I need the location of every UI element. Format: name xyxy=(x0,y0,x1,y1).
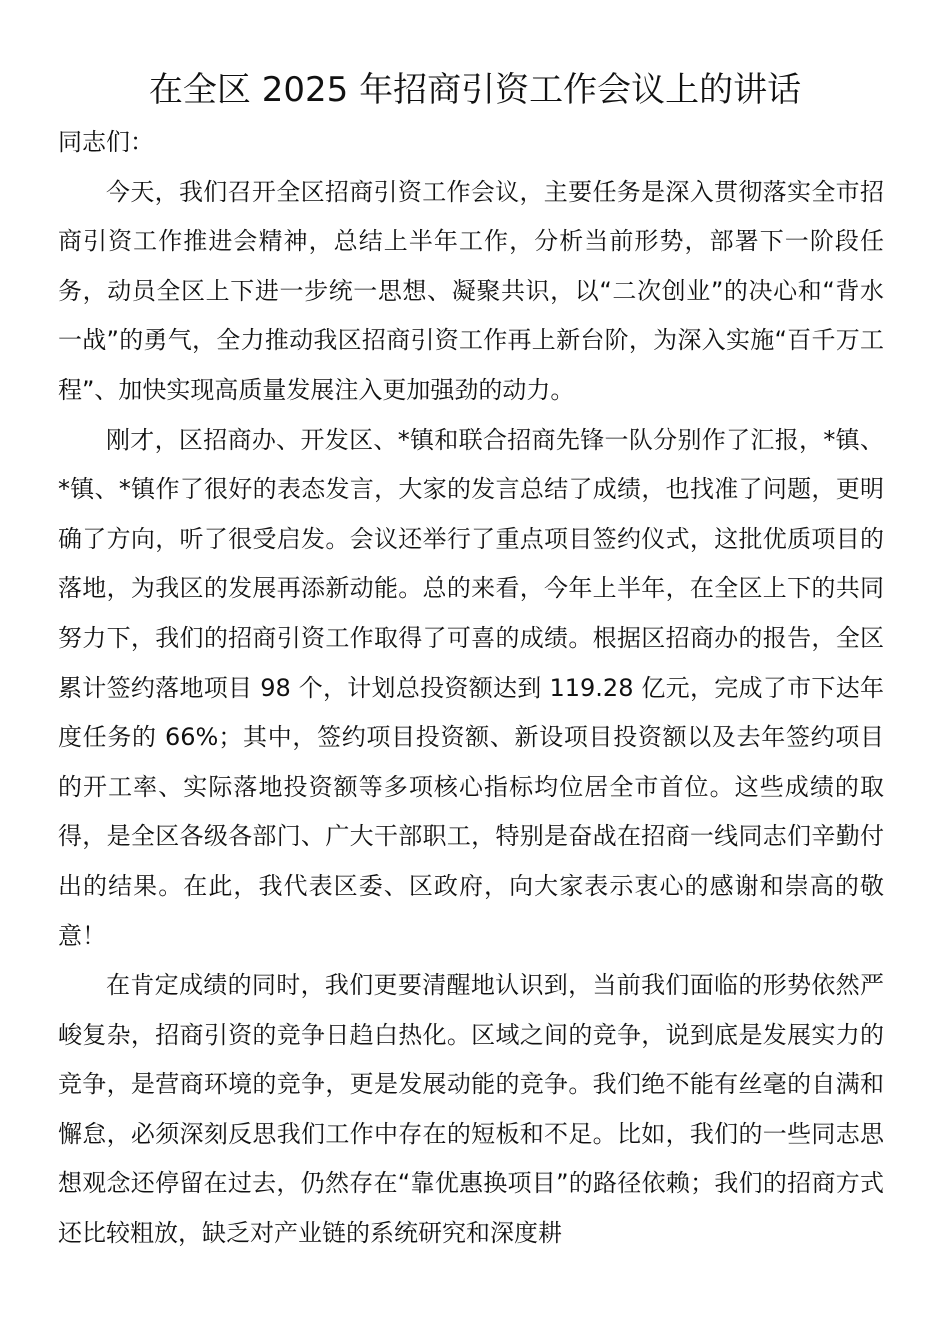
paragraph-challenges: 在肯定成绩的同时，我们更要清醒地认识到，当前我们面临的形势依然严峻复杂，招商引资的竞争日趋白热化。区域之间的竞争，说到底是发展实力的竞争，是营商环境的竞争，更是发展动能的竞争。我们绝不能有丝毫的自满和懈怠，必须深刻反思我们工作中存在的短板和不足。比如，我们的一些同志思想观念还停留在过去，仍然存在“靠优惠换项目”的路径依赖；我们的招商方式还比较粗放，缺乏对产业链的系统研究和深度耕 xyxy=(58,971,884,1248)
paragraph-achievements: 刚才，区招商办、开发区、*镇和联合招商先锋一队分别作了汇报，*镇、*镇、*镇作了很好的表态发言，大家的发言总结了成绩，也找准了问题，更明确了方向，听了很受启发。会议还举行了重点项目签约仪式，这批优质项目的落地，为我区的发展再添新动能。总的来看，今年上半年，在全区上下的共同努力下，我们的招商引资工作取得了可喜的成绩。根据区招商办的报告，全区累计签约落地项目 98 个，计划总投资额达到 119.28 亿元，完成了市下达年度任务的 66%；其中，签约项目投资额、新设项目投资额以及去年签约项目的开工率、实际落地投资额等多项核心指标均位居全市首位。这些成绩的取得，是全区各级各部门、广大干部职工，特别是奋战在招商一线同志们辛勤付出的结果。在此，我代表区委、区政府，向大家表示衷心的感谢和崇高的敬意！ xyxy=(58,425,884,950)
salutation: 同志们： xyxy=(58,128,154,156)
document-title: 在全区 2025 年招商引资工作会议上的讲话 xyxy=(148,70,802,110)
paragraph-opening: 今天，我们召开全区招商引资工作会议，主要任务是深入贯彻落实全市招商引资工作推进会精神，总结上半年工作，分析当前形势，部署下一阶段任务，动员全区上下进一步统一思想、凝聚共识，以“二次创业”的决心和“背水一战”的勇气，全力推动我区招商引资工作再上新台阶，为深入实施“百千万工程”、加快实现高质量发展注入更加强劲的动力。 xyxy=(58,177,884,404)
document-body xyxy=(58,118,884,1259)
